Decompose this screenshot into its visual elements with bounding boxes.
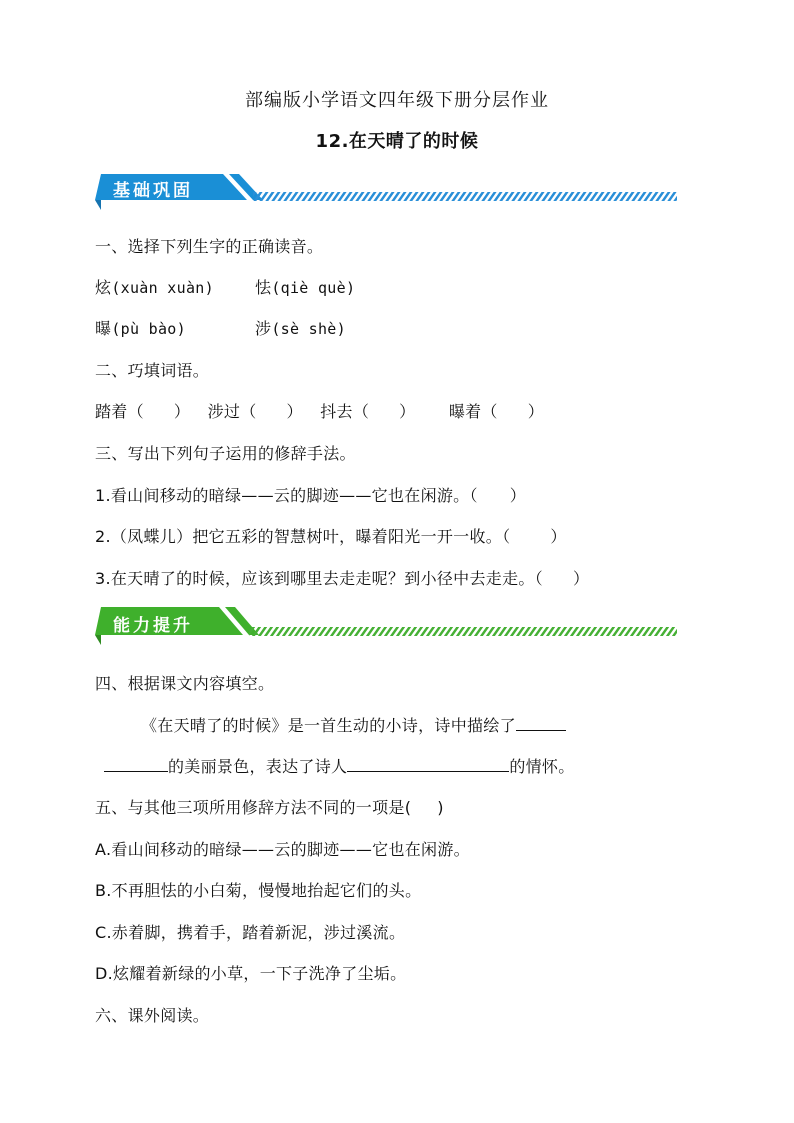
q4-blank-2[interactable] <box>347 756 509 772</box>
q4-text: 的美丽景色，表达了诗人 <box>168 757 348 776</box>
q5-option-b: B.不再胆怯的小白菊，慢慢地抬起它们的头。 <box>95 881 422 900</box>
q2-close: ） <box>173 402 191 421</box>
q1-char: 炫 <box>95 278 112 297</box>
q2-word-list <box>95 399 544 422</box>
section-banner-basic <box>95 170 677 212</box>
q4-line-2 <box>104 754 575 777</box>
q3-close: ） <box>572 569 590 588</box>
q1-char: 涉 <box>255 319 272 338</box>
q1-options: (qiè què) <box>271 279 356 297</box>
q1-options: (sè shè) <box>271 320 346 338</box>
question-5-title <box>95 795 444 818</box>
q4-text: 《在天晴了的时候》是一首生动的小诗，诗中描绘了 <box>141 716 516 735</box>
question-3-title: 三、写出下列句子运用的修辞手法。 <box>95 444 356 463</box>
q2-close: ） <box>527 402 545 421</box>
q1-options: (pù bào) <box>111 320 186 338</box>
q5-option-a: A.看山间移动的暗绿——云的脚迹——它也在闲游。 <box>95 840 470 859</box>
q1-options: (xuàn xuàn) <box>111 279 214 297</box>
lesson-title: 12.在天晴了的时候 <box>315 131 479 152</box>
q1-row-1b <box>255 275 355 298</box>
banner-basic-label: 基础巩固 <box>113 181 193 201</box>
q5-title-text: 五、与其他三项所用修辞方法不同的一项是( <box>95 798 412 817</box>
q4-text: 的情怀。 <box>509 757 575 776</box>
q1-char: 曝 <box>95 319 112 338</box>
q2-word: 踏着（ <box>95 402 144 421</box>
q5-option-c: C.赤着脚，携着手，踏着新泥，涉过溪流。 <box>95 923 406 942</box>
q3-item-text: 2.（凤蝶儿）把它五彩的智慧树叶，曝着阳光一开一收。（ <box>95 527 511 546</box>
q1-row-2 <box>95 316 186 339</box>
q3-close: ） <box>550 527 567 546</box>
q3-item-3 <box>95 566 589 589</box>
q2-word: 曝着（ <box>448 402 498 421</box>
worksheet-header: 部编版小学语文四年级下册分层作业 <box>245 90 549 111</box>
q1-row-2b <box>255 316 346 339</box>
q5-close: ) <box>437 798 444 817</box>
q2-close: ） <box>286 402 303 421</box>
banner-advanced-label: 能力提升 <box>113 616 193 636</box>
q3-item-text: 3.在天晴了的时候，应该到哪里去走走呢？到小径中去走走。（ <box>95 569 543 588</box>
q4-blank-1-cont[interactable] <box>104 756 168 772</box>
question-2-title: 二、巧填词语。 <box>95 361 210 380</box>
q3-item-text: 1.看山间移动的暗绿——云的脚迹——它也在闲游。（ <box>95 486 478 505</box>
q2-word: 涉过（ <box>207 402 257 421</box>
q2-word: 抖去（ <box>320 402 370 421</box>
q1-char: 怯 <box>255 278 272 297</box>
section-banner-advanced <box>95 603 677 645</box>
question-1-title: 一、选择下列生字的正确读音。 <box>95 237 324 256</box>
q3-close: ） <box>509 486 527 505</box>
q3-item-1 <box>95 483 526 506</box>
q5-option-d: D.炫耀着新绿的小草，一下子洗净了尘垢。 <box>95 964 407 983</box>
q4-line-1 <box>141 713 566 736</box>
q1-row-1 <box>95 275 214 298</box>
q3-item-2 <box>95 524 567 547</box>
question-6-title: 六、课外阅读。 <box>95 1006 210 1025</box>
q2-close: ） <box>399 402 416 421</box>
question-4-title: 四、根据课文内容填空。 <box>95 674 275 693</box>
q4-blank-1[interactable] <box>516 715 566 731</box>
